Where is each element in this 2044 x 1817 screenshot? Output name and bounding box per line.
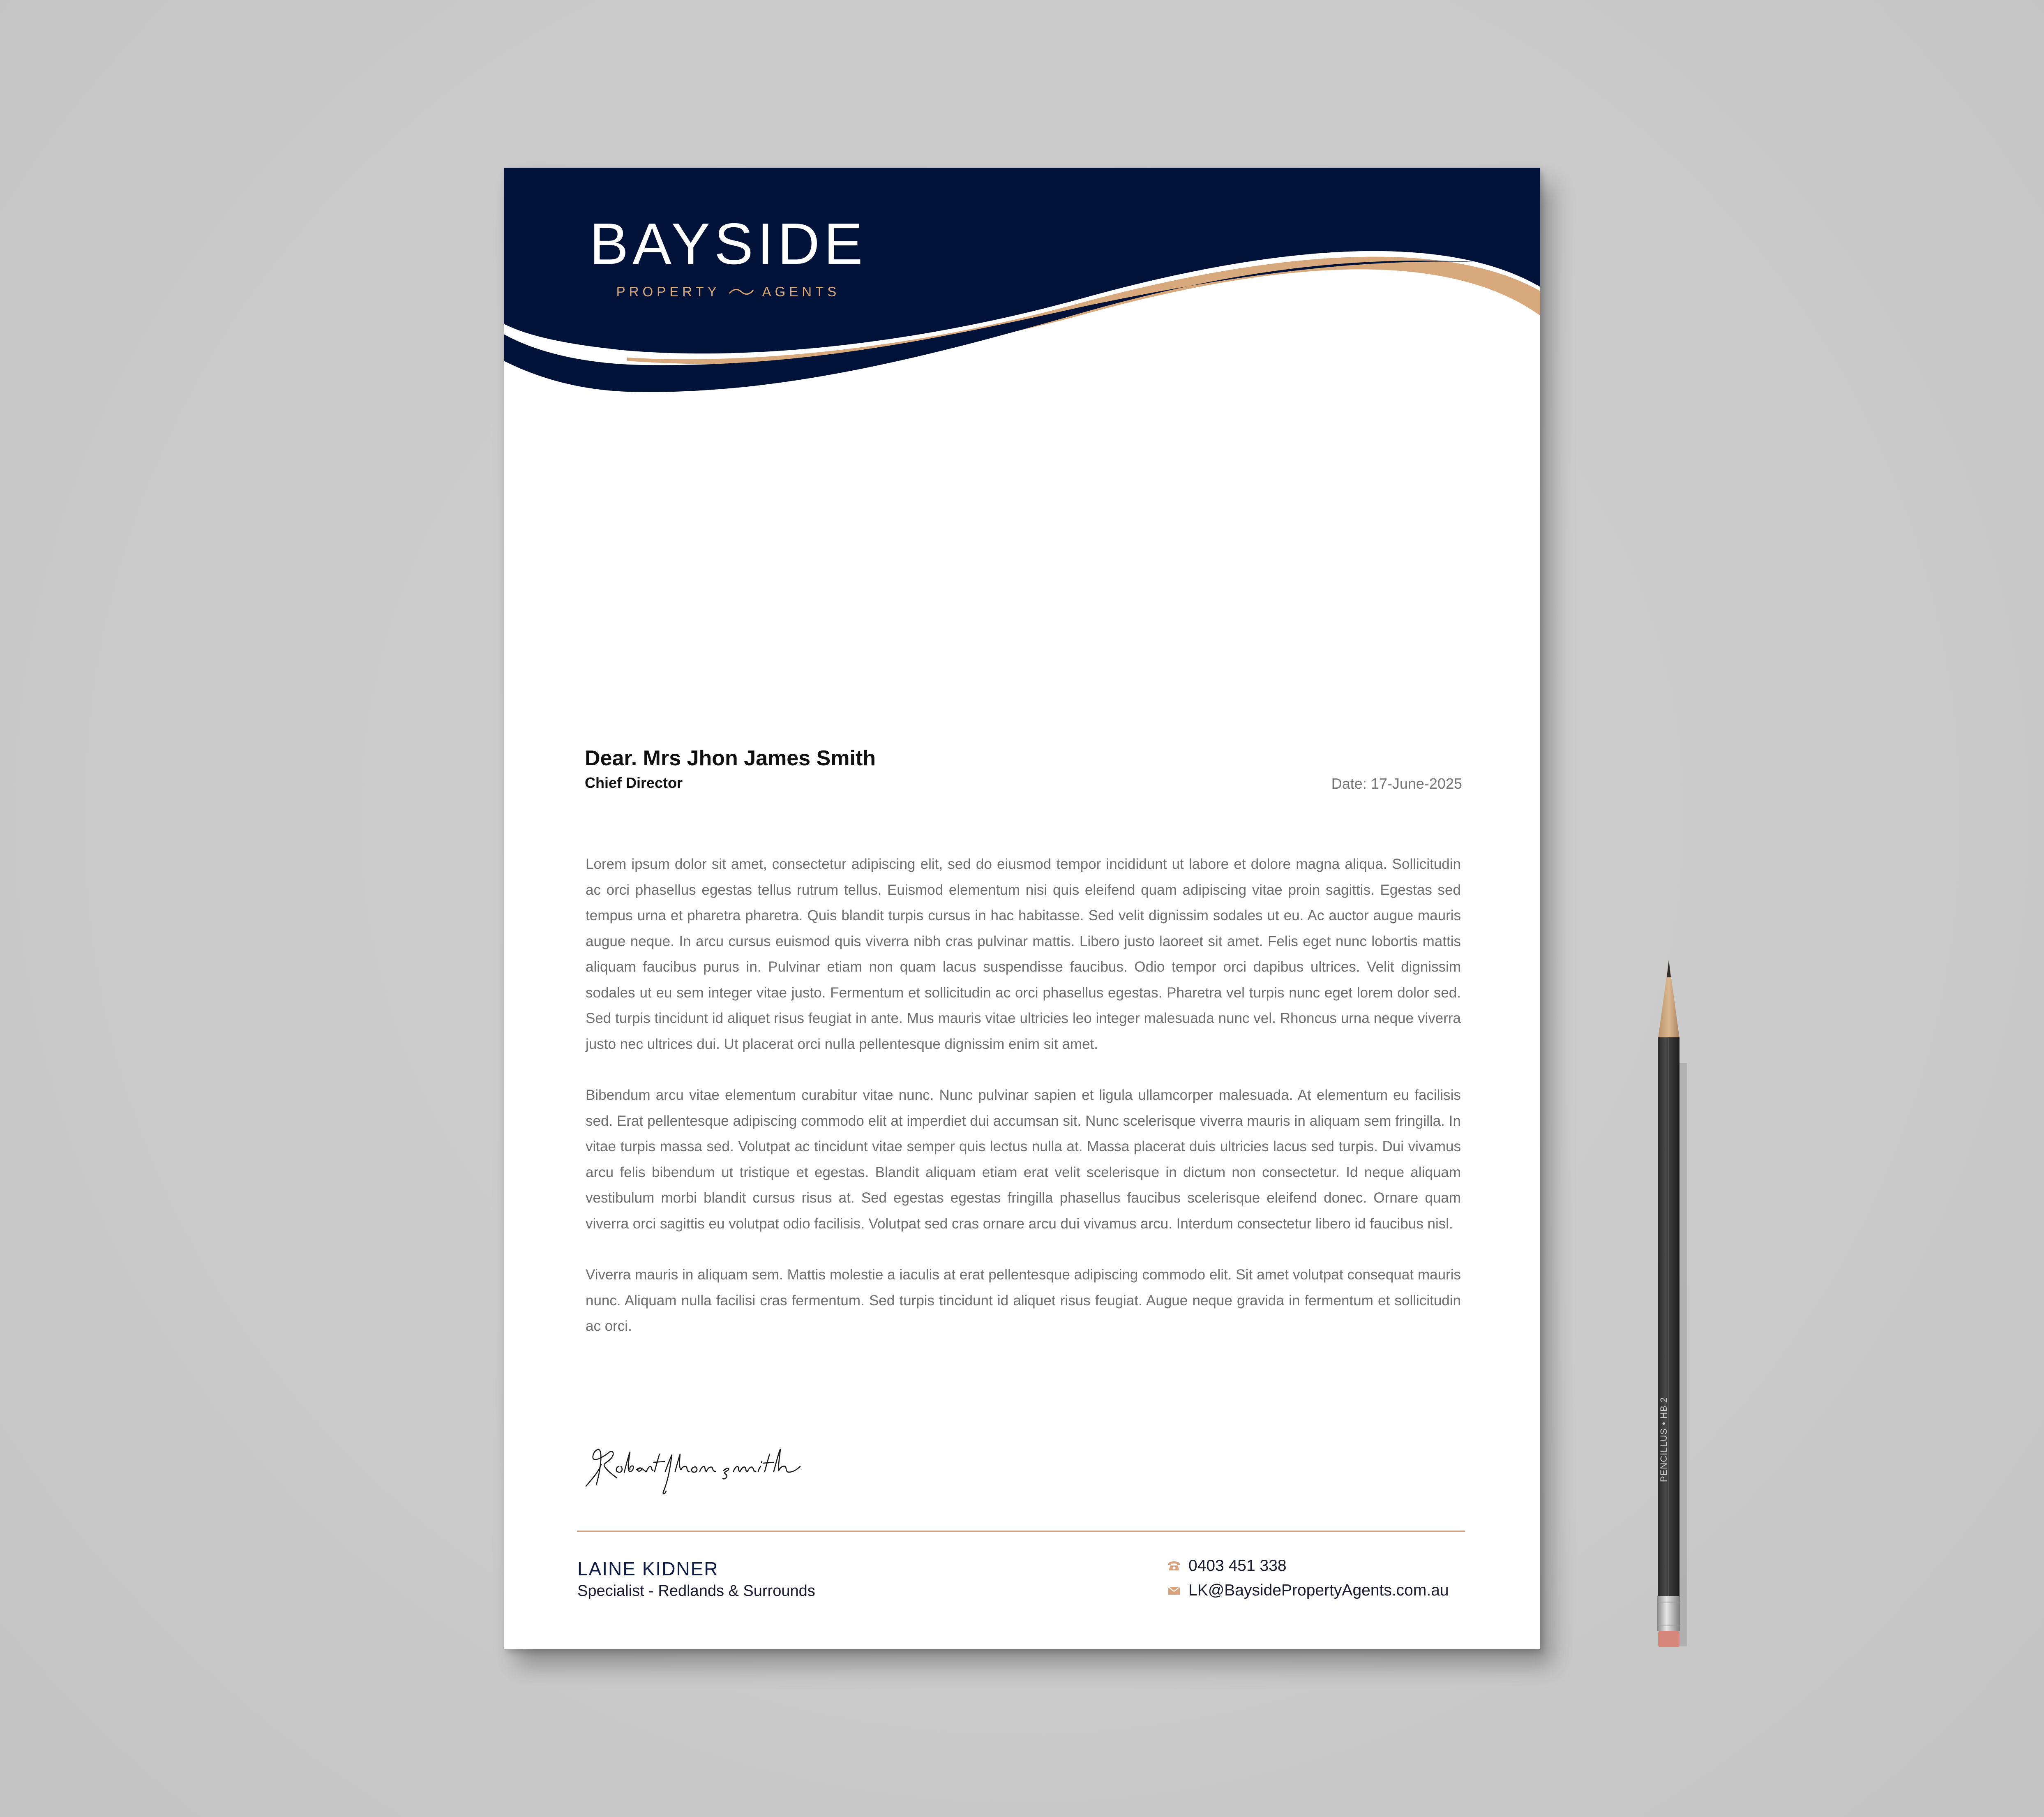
logo-tagline [584,284,872,300]
logo-tagline-right: AGENTS [762,284,840,299]
logo-tagline-left: PROPERTY [616,284,720,299]
agent-info [577,1558,815,1600]
contact-info [1167,1554,1449,1603]
pencil-prop [1650,960,1687,1651]
body-paragraph: Lorem ipsum dolor sit amet, consectetur adipiscing elit, sed do eiusmod tempor incididunt ut labore et dolore magna aliqua. Sollicitudin ac orci phasellus egestas tellus rutrum tellus. Euismod elementum nisi quis eleifend quam adipiscing vitae proin sagittis. Egestas sed tempus urna et pharetra pharetra. Quis blandit turpis cursus in hac habitasse. Sed velit dignissim sodales ut eu. Ac auctor augue mauris augue neque. In arcu cursus euismod quis viverra nibh cras pulvinar mattis. Libero justo laoreet sit amet. Felis eget nunc lobortis mattis aliquam faucibus purus in. Pulvinar etiam non quam lacus suspendisse faucibus. Odio tempor orci dapibus ultrices. Velit dignissim sodales ut eu sem integer vitae justo. Fermentum et sollicitudin ac orci phasellus egestas. Pharetra vel turpis nunc eget lorem dolor sed. Sed turpis tincidunt id aliquet risus feugiat in ante. Mus mauris vitae ultricies leo integer malesuada nunc vel. Rhoncus urna neque viverra justo nec ultrices dui. Ut placerat orci nulla pellentesque dignissim enim sit amet. [586,856,1461,1052]
logo-wordmark: BAYSIDE [589,211,867,277]
agent-name: LAINE KIDNER [577,1558,719,1579]
letter-body [586,852,1461,1365]
recipient-block [585,746,876,792]
pencil-imprint: PENCILLUS • HB 2 [1659,1397,1669,1482]
wave-tilde-icon [729,288,754,296]
body-paragraph: Bibendum arcu vitae elementum curabitur vitae nunc. Nunc pulvinar sapien et ligula ullamcorper malesuada. At elementum eu facilisis sed. Erat pellentesque adipiscing commodo elit at imperdiet dui accumsan sit. Nunc scelerisque viverra mauris in aliquam sem fringilla. In vitae turpis massa sed. Volutpat ac tincidunt vitae semper quis lectus nulla at. Massa placerat duis ultricies lacus sed turpis. Dui vivamus arcu felis bibendum ut tristique et egestas. Blandit aliquam etiam erat velit scelerisque in dictum non consectetur. Id neque aliquam vestibulum morbi blandit cursus risus at. Sed egestas egestas fringilla phasellus faucibus scelerisque eleifend donec. Ornare quam viverra orci sagittis eu volutpat odio facilisis. Volutpat sed cras ornare arcu dui vivamus arcu. Interdum consectetur libero id faucibus nisl. [586,1087,1461,1232]
bayside-logo [584,211,872,300]
phone-number: 0403 451 338 [1188,1557,1287,1575]
envelope-icon [1167,1585,1181,1596]
handwritten-signature [584,1434,822,1499]
email-line [1167,1578,1449,1603]
body-paragraph: Viverra mauris in aliquam sem. Mattis molestie a iaculis at erat pellentesque adipiscing commodo elit. Sit amet volutpat consequat mauris nunc. Aliquam nulla facilisi cras fermentum. Sed turpis tincidunt id aliquet risus feugiat. Augue neque gravida in fermentum et sollicitudin ac orci. [586,1267,1461,1334]
agent-role: Specialist - Redlands & Surrounds [577,1582,815,1600]
letter-date: Date: 17-June-2025 [1331,775,1462,792]
footer-divider [577,1531,1465,1532]
letterhead-page [504,168,1540,1649]
recipient-title: Chief Director [585,774,683,792]
phone-icon [1167,1560,1181,1572]
email-address: LK@BaysidePropertyAgents.com.au [1188,1582,1449,1599]
phone-line [1167,1554,1449,1578]
salutation: Dear. Mrs Jhon James Smith [585,746,876,770]
